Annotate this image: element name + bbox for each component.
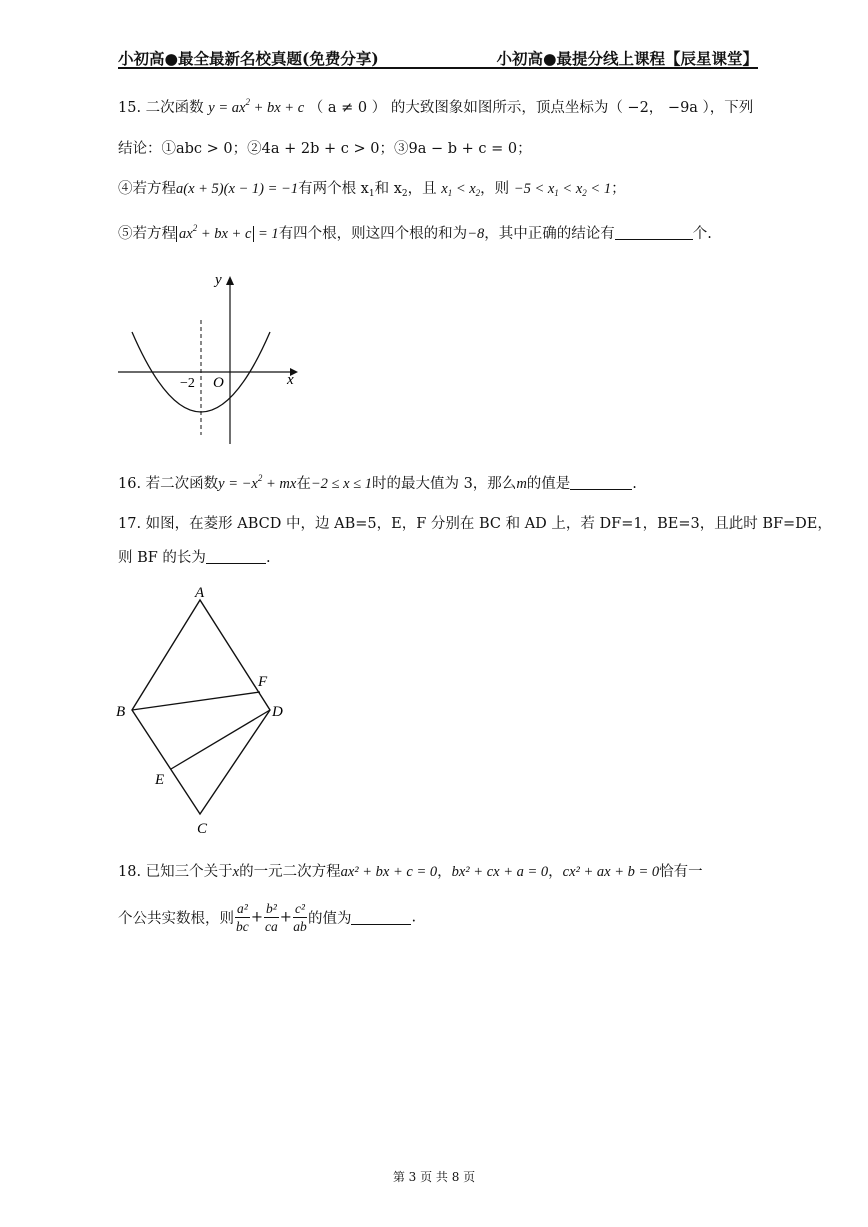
parabola-graph xyxy=(110,262,310,452)
q17-end: . xyxy=(265,550,271,566)
q16-text-d: 的值是 xyxy=(526,476,571,492)
q17-line-2 xyxy=(118,546,271,567)
neg2-label: −2 xyxy=(180,376,195,391)
header-rule xyxy=(118,67,758,69)
page-footer: 第 3 页 共 8 页 xyxy=(392,1170,476,1184)
q15-c4-roots: 有两个根 $x_1$和 $x_2$，且 xyxy=(298,181,437,199)
y-axis-label: y xyxy=(215,272,222,288)
q18-answer-blank[interactable] xyxy=(351,910,411,925)
q18-text-tail: 恰有一 xyxy=(659,864,703,880)
segment-BF xyxy=(132,692,260,710)
vertex-A-label: A xyxy=(195,585,205,601)
q18-fraction-3: $\frac{\text{c²}}{ab}$ xyxy=(293,901,307,934)
origin-label: O xyxy=(213,375,224,391)
page-header xyxy=(118,47,758,69)
q15-line-3: ④若方程a(x + 5)(x − 1) = −1有两个根 $x_1$和 $x_2$，且 $x_1 < x_2$，则 $-5 < x_1 < x_2 < 1$； xyxy=(118,181,626,199)
q16-answer-blank[interactable] xyxy=(570,475,632,490)
q17-answer-blank[interactable] xyxy=(206,549,266,564)
segment-DE xyxy=(171,710,270,769)
q15-line-2 xyxy=(118,137,532,158)
q16-func: $y = -x^2$ + mx xyxy=(218,473,297,492)
q15-answer-blank[interactable] xyxy=(615,225,693,240)
q15-c4-equation: a(x + 5)(x − 1) = −1 xyxy=(176,181,299,197)
q15-c4-then: ，则 xyxy=(480,181,510,197)
rhombus-figure xyxy=(110,582,310,842)
q15-func: $y = ax^2$ + bx + c xyxy=(208,97,305,116)
q18-text-d: 的值为 xyxy=(307,911,352,927)
q15-description: 的大致图象如图所示，顶点坐标为（ −2， −9a ），下列 xyxy=(390,100,754,116)
q15-c5-question: ，其中正确的结论有 xyxy=(484,226,615,242)
q17-line-1: 17. 如图，在菱形 ABCD 中，边 AB=5，E，F 分别在 BC 和 AD 上，若 DF=1，BE=3，且此时 BF=DE， xyxy=(118,516,832,532)
q15-conclusions-1-3: ①abc > 0；②4a + 2b + c > 0；③9a − b + c = 0； xyxy=(161,141,532,157)
q16-line xyxy=(118,472,637,493)
q18-plus-1: + xyxy=(250,909,263,926)
q18-line-2 xyxy=(118,900,416,935)
q16-text-a: 若二次函数 xyxy=(145,476,219,492)
q16-range: −2 ≤ x ≤ 1 xyxy=(310,476,372,492)
y-axis-arrow xyxy=(226,276,234,285)
q17-text: 则 BF 的长为 xyxy=(118,550,206,566)
q15-c4-prefix: ④若方程 xyxy=(118,181,176,197)
q16-number: 16. xyxy=(118,476,142,492)
q15-c4-range: $-5 < x_1 < x_2 < 1$ xyxy=(513,181,612,198)
q18-fraction-2: $\frac{\text{b²}}{ca}$ xyxy=(265,901,278,934)
q15-c4-order: $x_1 < x_2$ xyxy=(441,181,481,198)
vertex-D-label: D xyxy=(272,704,283,720)
q16-text-c: 时的最大值为 3，那么 xyxy=(371,476,517,492)
q18-x: x xyxy=(232,864,240,880)
q18-equation-3: cx² + ax + b = 0 xyxy=(562,864,660,880)
q15-line-4 xyxy=(118,222,712,243)
q15-condition: （ a ≠ 0 ） xyxy=(308,100,387,116)
q15-c5-end: 个. xyxy=(692,226,712,242)
q18-sep-2: ， xyxy=(548,864,563,880)
q15-number: 15. xyxy=(118,100,142,116)
q18-sep-1: ， xyxy=(437,864,452,880)
q18-text-a: 已知三个关于 xyxy=(145,864,233,880)
q18-fraction-1: $\frac{\text{a²}}{bc}$ xyxy=(236,901,249,934)
q18-end: . xyxy=(411,909,417,926)
q15-intro: 二次函数 xyxy=(145,100,204,116)
header-right-text: 小初高●最提分线上课程【辰星课堂】 xyxy=(496,49,758,68)
q18-plus-2: + xyxy=(279,909,292,926)
q15-c5-abs-expr: $ax^2$ + bx + c = 1 xyxy=(176,226,279,242)
q18-equation-1: ax² + bx + c = 0 xyxy=(340,864,438,880)
q15-c5-prefix: ⑤若方程 xyxy=(118,226,176,242)
q16-m: m xyxy=(516,476,527,492)
q15-c5-text: 有四个根，则这四个根的和为 xyxy=(278,226,468,242)
q15-line-1 xyxy=(118,96,753,117)
q16-end: . xyxy=(632,476,637,492)
x-axis-label: x xyxy=(287,372,294,388)
point-F-label: F xyxy=(258,674,268,690)
q16-text-b: 在 xyxy=(296,476,311,492)
q18-line-1 xyxy=(118,860,703,881)
q18-equation-2: bx² + cx + a = 0 xyxy=(451,864,549,880)
vertex-B-label: B xyxy=(116,704,126,720)
q18-text-c: 个公共实数根，则 xyxy=(118,911,234,927)
vertex-C-label: C xyxy=(197,821,208,837)
header-left-text: 小初高●最全最新名校真题(免费分享) xyxy=(118,49,379,68)
q18-number: 18. xyxy=(118,864,142,880)
q18-text-b: 的一元二次方程 xyxy=(239,864,341,880)
point-E-label: E xyxy=(155,772,165,788)
q15-conclusions-prefix: 结论： xyxy=(118,141,162,157)
q15-c5-sum: −8 xyxy=(467,226,485,242)
